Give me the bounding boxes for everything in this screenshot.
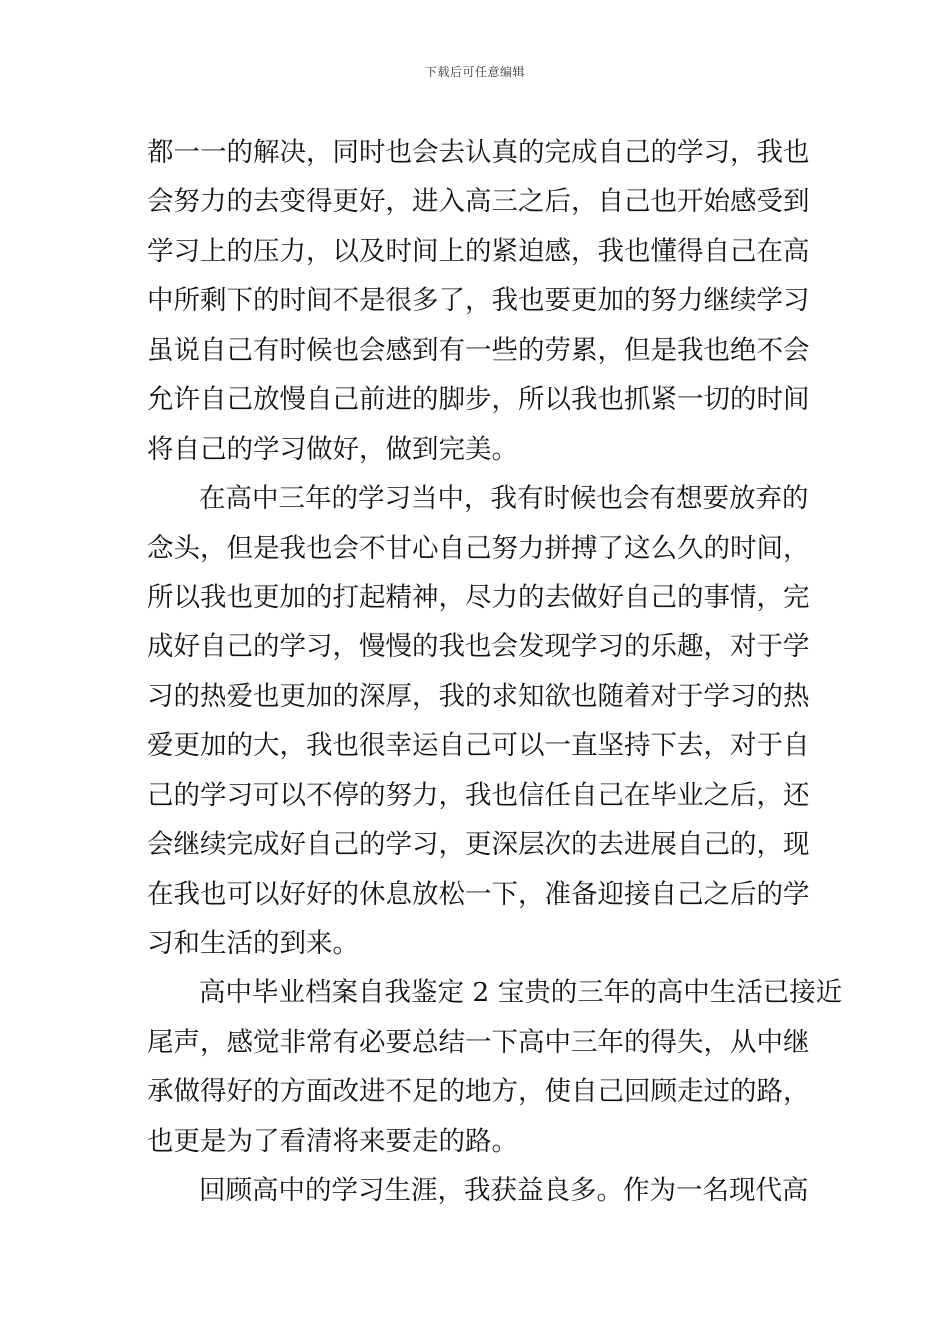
text-line: 都一一的解决，同时也会去认真的完成自己的学习，我也 xyxy=(147,137,810,168)
text-line: 学习上的压力，以及时间上的紧迫感，我也懂得自己在高 xyxy=(147,235,810,267)
text-line: 习和生活的到来。 xyxy=(147,928,359,959)
text-line: 允许自己放慢自己前进的脚步，所以我也抓紧一切的时间 xyxy=(147,384,810,416)
text-line: 承做得好的方面改进不足的地方，使自己回顾走过的路， xyxy=(147,1076,810,1108)
text-line: 己的学习可以不停的努力，我也信任自己在毕业之后，还 xyxy=(147,779,810,811)
text-line: 虽说自己有时候也会感到有一些的劳累，但是我也绝不会 xyxy=(147,334,810,366)
paragraph-first-line: 高中毕业档案自我鉴定 2 宝贵的三年的高中生活已接近 xyxy=(199,977,843,1009)
text-line: 爱更加的大，我也很幸运自己可以一直坚持下去，对于自 xyxy=(147,730,810,762)
text-line: 在我也可以好好的休息放松一下，准备迎接自己之后的学 xyxy=(147,878,810,910)
text-line: 成好自己的学习，慢慢的我也会发现学习的乐趣，对于学 xyxy=(147,631,810,663)
text-line: 所以我也更加的打起精神，尽力的去做好自己的事情，完 xyxy=(147,581,810,613)
text-line: 念头，但是我也会不甘心自己努力拼搏了这么久的时间， xyxy=(147,532,810,564)
paragraph-first-line: 回顾高中的学习生涯，我获益良多。作为一名现代高 xyxy=(199,1175,809,1207)
text-line: 中所剩下的时间不是很多了，我也要更加的努力继续学习 xyxy=(147,285,810,317)
text-line: 将自己的学习做好，做到完美。 xyxy=(147,433,518,465)
body-text xyxy=(147,128,843,1216)
text-line: 会继续完成好自己的学习，更深层次的去进展自己的，现 xyxy=(147,829,810,861)
text-line: 也更是为了看清将来要走的路。 xyxy=(147,1125,518,1157)
text-line: 习的热爱也更加的深厚，我的求知欲也随着对于学习的热 xyxy=(147,680,810,712)
paragraph-first-line: 在高中三年的学习当中，我有时候也会有想要放弃的 xyxy=(199,483,809,515)
text-line: 会努力的去变得更好，进入高三之后，自己也开始感受到 xyxy=(147,186,810,218)
text-line: 尾声，感觉非常有必要总结一下高中三年的得失，从中继 xyxy=(147,1026,810,1058)
page-header: 下载后可任意编辑 xyxy=(424,65,525,79)
